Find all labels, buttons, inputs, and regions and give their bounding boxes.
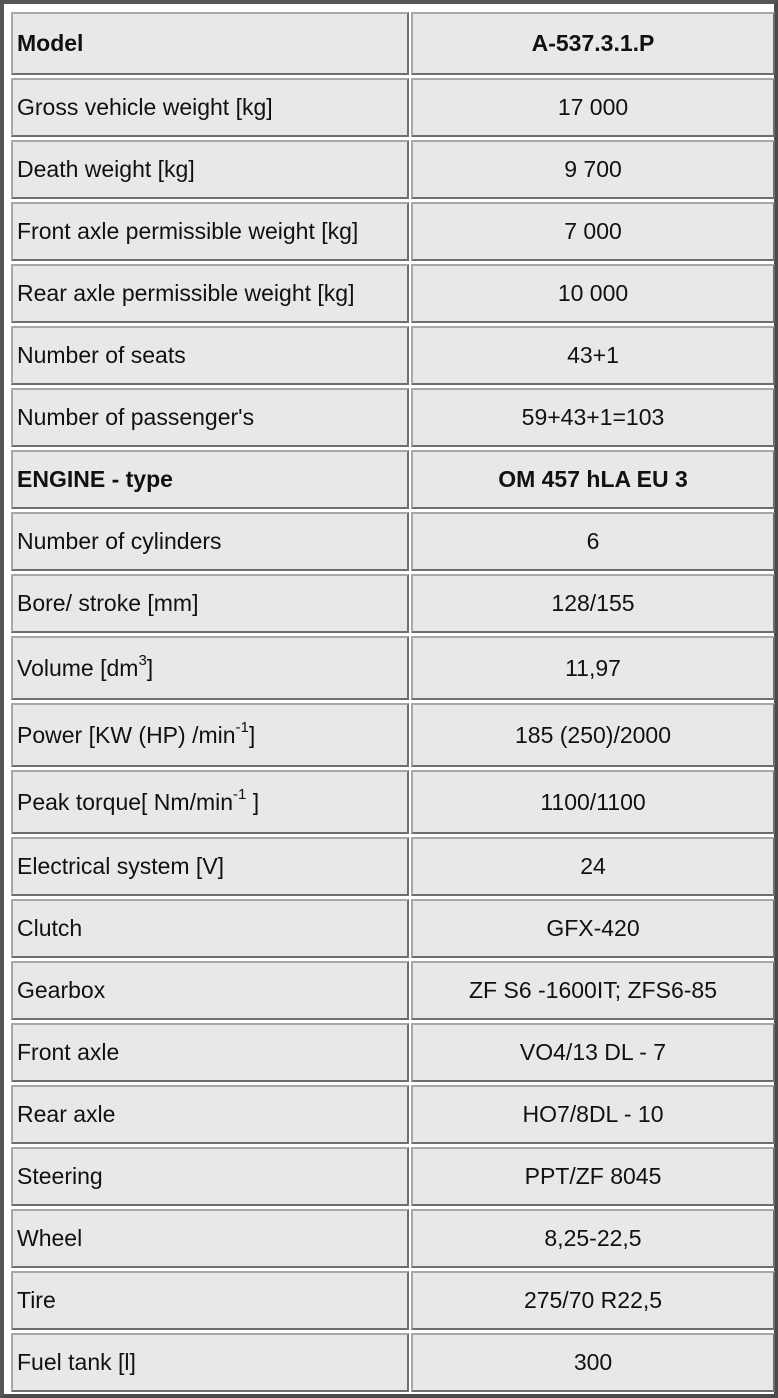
table-row xyxy=(11,264,775,323)
table-row xyxy=(11,388,775,447)
row-value: 59+43+1=103 xyxy=(411,388,775,447)
label-text-end: ] xyxy=(146,654,154,681)
row-label: Front axle permissible weight [kg] xyxy=(11,202,409,261)
table-row xyxy=(11,202,775,261)
row-label: Rear axle permissible weight [kg] xyxy=(11,264,409,323)
row-label xyxy=(11,770,409,834)
table-row xyxy=(11,78,775,137)
table-row xyxy=(11,512,775,571)
row-value: 17 000 xyxy=(411,78,775,137)
row-label: Gross vehicle weight [kg] xyxy=(11,78,409,137)
table-row xyxy=(11,1209,775,1268)
table-row xyxy=(11,1147,775,1206)
row-value: 7 000 xyxy=(411,202,775,261)
table-row xyxy=(11,1023,775,1082)
row-value: A-537.3.1.P xyxy=(411,12,775,75)
table-row xyxy=(11,1271,775,1330)
row-value: 128/155 xyxy=(411,574,775,633)
table-row xyxy=(11,961,775,1020)
row-value: 6 xyxy=(411,512,775,571)
row-label: Model xyxy=(11,12,409,75)
table-row xyxy=(11,574,775,633)
row-value: 275/70 R22,5 xyxy=(411,1271,775,1330)
table-row xyxy=(11,770,775,834)
row-value: HO7/8DL - 10 xyxy=(411,1085,775,1144)
row-label: Number of seats xyxy=(11,326,409,385)
row-label: Wheel xyxy=(11,1209,409,1268)
label-text: Power [KW (HP) /min xyxy=(17,721,236,748)
row-label: Gearbox xyxy=(11,961,409,1020)
row-value: 10 000 xyxy=(411,264,775,323)
table-row xyxy=(11,12,775,75)
row-label: Bore/ stroke [mm] xyxy=(11,574,409,633)
row-value: ZF S6 -1600IT; ZFS6-85 xyxy=(411,961,775,1020)
row-label: ENGINE - type xyxy=(11,450,409,509)
row-value: PPT/ZF 8045 xyxy=(411,1147,775,1206)
table-row xyxy=(11,326,775,385)
row-label xyxy=(11,703,409,767)
row-value: OM 457 hLA EU 3 xyxy=(411,450,775,509)
label-text-end: ] xyxy=(248,721,256,748)
label-text: Peak torque[ Nm/min xyxy=(17,788,234,815)
row-label: Number of cylinders xyxy=(11,512,409,571)
row-value: GFX-420 xyxy=(411,899,775,958)
row-value: 300 xyxy=(411,1333,775,1392)
row-label: Front axle xyxy=(11,1023,409,1082)
row-value: 185 (250)/2000 xyxy=(411,703,775,767)
row-value: 9 700 xyxy=(411,140,775,199)
row-label: Tire xyxy=(11,1271,409,1330)
row-label: Electrical system [V] xyxy=(11,837,409,896)
row-label xyxy=(11,636,409,700)
table-row xyxy=(11,899,775,958)
table-row xyxy=(11,140,775,199)
specification-table xyxy=(9,9,777,1395)
row-label: Death weight [kg] xyxy=(11,140,409,199)
table-row xyxy=(11,837,775,896)
row-value: 43+1 xyxy=(411,326,775,385)
row-label: Fuel tank [l] xyxy=(11,1333,409,1392)
table-row xyxy=(11,703,775,767)
table-row xyxy=(11,450,775,509)
row-value: 11,97 xyxy=(411,636,775,700)
label-text: Volume [dm xyxy=(17,654,139,681)
row-label: Steering xyxy=(11,1147,409,1206)
row-label: Clutch xyxy=(11,899,409,958)
row-value: 24 xyxy=(411,837,775,896)
row-label: Rear axle xyxy=(11,1085,409,1144)
row-label: Number of passenger's xyxy=(11,388,409,447)
label-text-end: ] xyxy=(246,788,260,815)
table-row xyxy=(11,1085,775,1144)
label-superscript: 3 xyxy=(138,651,147,669)
row-value: 8,25-22,5 xyxy=(411,1209,775,1268)
row-value: VO4/13 DL - 7 xyxy=(411,1023,775,1082)
table-row xyxy=(11,1333,775,1392)
table-row xyxy=(11,636,775,700)
label-superscript: -1 xyxy=(233,785,247,803)
row-value: 1100/1100 xyxy=(411,770,775,834)
label-superscript: -1 xyxy=(235,718,249,736)
